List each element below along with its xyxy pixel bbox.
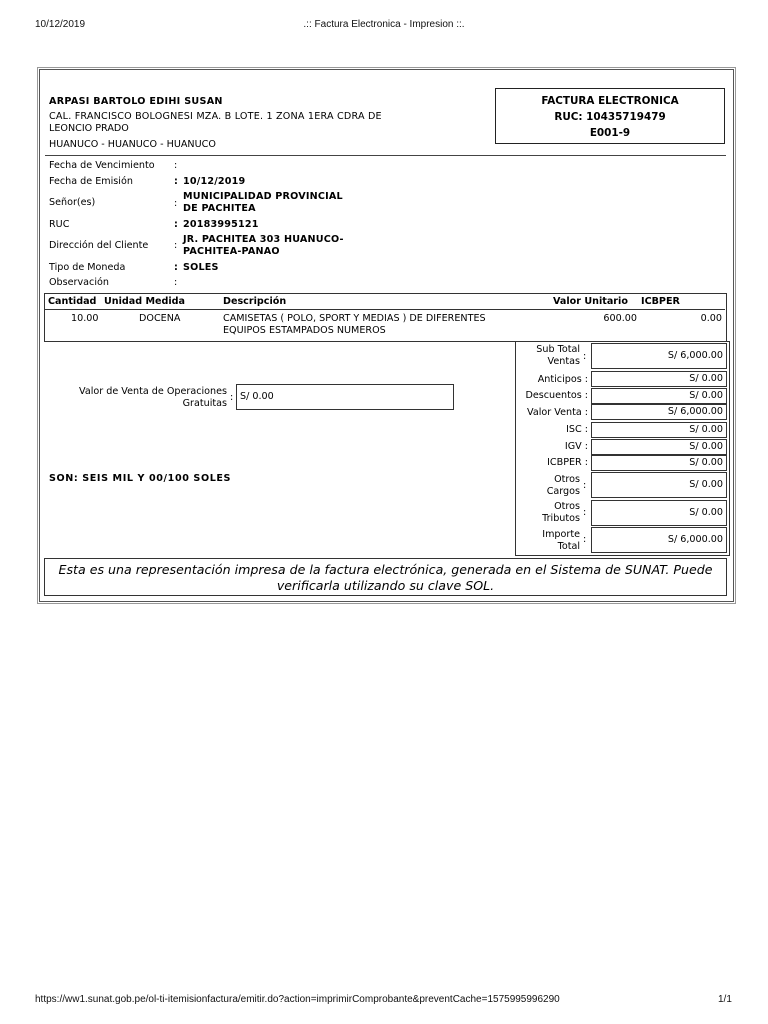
total-value-box-otros-cargos (591, 472, 727, 498)
total-value-otros-cargos: S/ 0.00 (689, 479, 723, 490)
print-url: https://ww1.sunat.gob.pe/ol-ti-itemisionfactura/emitir.do?action=imprimirComprobante&preventCache=1575995996290 (35, 994, 560, 1005)
total-label-descuentos: Descuentos : (525, 390, 588, 401)
cell-unidad: DOCENA (139, 313, 181, 324)
gratuitas-colon: : (230, 392, 234, 403)
total-value-anticipos: S/ 0.00 (689, 373, 723, 384)
field-colon: : (174, 219, 179, 230)
field-colon: : (174, 277, 178, 288)
gratuitas-label-1: Valor de Venta de Operaciones (79, 386, 227, 397)
document-ruc: RUC: 10435719479 (554, 111, 666, 123)
print-date: 10/12/2019 (35, 19, 86, 30)
field-value-direccion-1: JR. PACHITEA 303 HUANUCO- (183, 234, 344, 245)
total-value-otros-tributos: S/ 0.00 (689, 507, 723, 518)
field-value-direccion-2: PACHITEA-PANAO (183, 246, 280, 257)
field-label-ruc: RUC (49, 219, 70, 230)
total-value-box-isc (591, 422, 727, 438)
gratuitas-value: S/ 0.00 (240, 391, 274, 402)
col-header-cantidad: Cantidad (48, 296, 97, 307)
total-label-otros-tributos (518, 501, 580, 525)
issuer-address-3: HUANUCO - HUANUCO - HUANUCO (49, 139, 216, 150)
total-label-otros-tributos-1: Otros (554, 501, 580, 512)
total-label-otros-cargos (518, 474, 580, 498)
legal-note-box (44, 558, 727, 596)
total-colon: : (583, 534, 587, 545)
total-label-valor-venta: Valor Venta : (527, 407, 588, 418)
total-label-otros-tributos-2: Tributos (542, 513, 580, 524)
total-label-icbper: ICBPER : (547, 457, 588, 468)
field-value-ruc: 20183995121 (183, 219, 259, 230)
total-value-box-anticipos (591, 371, 727, 387)
total-value-box-subtotal (591, 343, 727, 369)
field-colon: : (174, 262, 179, 273)
field-label-vencimiento: Fecha de Vencimiento (49, 160, 155, 171)
field-colon: : (174, 240, 178, 251)
total-colon: : (583, 351, 587, 362)
total-label-otros-cargos-1: Otros (554, 474, 580, 485)
gratuitas-label-2: Gratuitas (182, 398, 227, 409)
gratuitas-value-box (236, 384, 454, 410)
issuer-address-2: LEONCIO PRADO (49, 123, 129, 134)
document-type: FACTURA ELECTRONICA (541, 95, 679, 107)
field-label-emision: Fecha de Emisión (49, 176, 133, 187)
total-label-subtotal (518, 344, 580, 368)
total-value-box-valor-venta (591, 404, 727, 420)
amount-in-words: SON: SEIS MIL Y 00/100 SOLES (49, 473, 232, 484)
issuer-name: ARPASI BARTOLO EDIHI SUSAN (49, 96, 223, 107)
cell-descripcion-2: EQUIPOS ESTAMPADOS NUMEROS (223, 325, 386, 336)
field-colon: : (174, 176, 179, 187)
total-value-icbper: S/ 0.00 (689, 457, 723, 468)
cell-icbper: 0.00 (700, 313, 722, 324)
field-label-moneda: Tipo de Moneda (49, 262, 126, 273)
legal-note-2: verificarla utilizando su clave SOL. (276, 578, 495, 593)
total-value-importe-total: S/ 6,000.00 (667, 534, 723, 545)
print-title: .:: Factura Electronica - Impresion ::. (303, 19, 465, 30)
header-divider (45, 155, 726, 156)
total-label-subtotal-1: Sub Total (536, 344, 580, 355)
total-value-subtotal: S/ 6,000.00 (667, 350, 723, 361)
cell-cantidad: 10.00 (71, 313, 99, 324)
gratuitas-label (50, 386, 227, 410)
col-header-descripcion: Descripción (223, 296, 287, 307)
field-label-observacion: Observación (49, 277, 109, 288)
total-value-box-descuentos (591, 388, 727, 404)
total-value-box-icbper (591, 455, 727, 471)
total-value-box-importe-total (591, 527, 727, 553)
document-type-box (495, 88, 725, 144)
total-value-igv: S/ 0.00 (689, 441, 723, 452)
total-value-valor-venta: S/ 6,000.00 (667, 406, 723, 417)
cell-descripcion-1: CAMISETAS ( POLO, SPORT Y MEDIAS ) DE DIFERENTES (223, 313, 486, 324)
cell-valor-unitario: 600.00 (603, 313, 637, 324)
col-header-unidad: Unidad Medida (104, 296, 186, 307)
field-value-senores-1: MUNICIPALIDAD PROVINCIAL (183, 191, 343, 202)
print-page-number: 1/1 (718, 994, 732, 1005)
total-value-box-otros-tributos (591, 500, 727, 526)
total-value-descuentos: S/ 0.00 (689, 390, 723, 401)
field-value-moneda: SOLES (183, 262, 219, 273)
field-label-direccion: Dirección del Cliente (49, 240, 149, 251)
col-header-icbper: ICBPER (641, 296, 680, 307)
total-label-importe-total-2: Total (557, 541, 580, 552)
items-table-header-divider (44, 309, 725, 310)
total-colon: : (583, 480, 587, 491)
total-label-anticipos: Anticipos : (537, 374, 588, 385)
total-label-isc: ISC : (566, 424, 588, 435)
total-label-igv: IGV : (564, 441, 588, 452)
field-value-emision: 10/12/2019 (183, 176, 246, 187)
field-value-senores-2: DE PACHITEA (183, 203, 256, 214)
field-colon: : (174, 198, 178, 209)
total-label-importe-total-1: Importe (542, 529, 580, 540)
field-label-senores: Señor(es) (49, 197, 96, 208)
total-value-box-igv (591, 439, 727, 455)
col-header-valor-unitario: Valor Unitario (553, 296, 628, 307)
total-label-importe-total (518, 529, 580, 553)
field-colon: : (174, 160, 178, 171)
legal-note-1: Esta es una representación impresa de la factura electrónica, generada en el Sistema de SUNAT. Puede (58, 562, 713, 577)
issuer-address-1: CAL. FRANCISCO BOLOGNESI MZA. B LOTE. 1 ZONA 1ERA CDRA DE (49, 111, 382, 122)
total-label-otros-cargos-2: Cargos (546, 486, 580, 497)
document-number: E001-9 (589, 127, 631, 139)
total-colon: : (583, 507, 587, 518)
total-label-subtotal-2: Ventas (547, 356, 580, 367)
total-value-isc: S/ 0.00 (689, 424, 723, 435)
